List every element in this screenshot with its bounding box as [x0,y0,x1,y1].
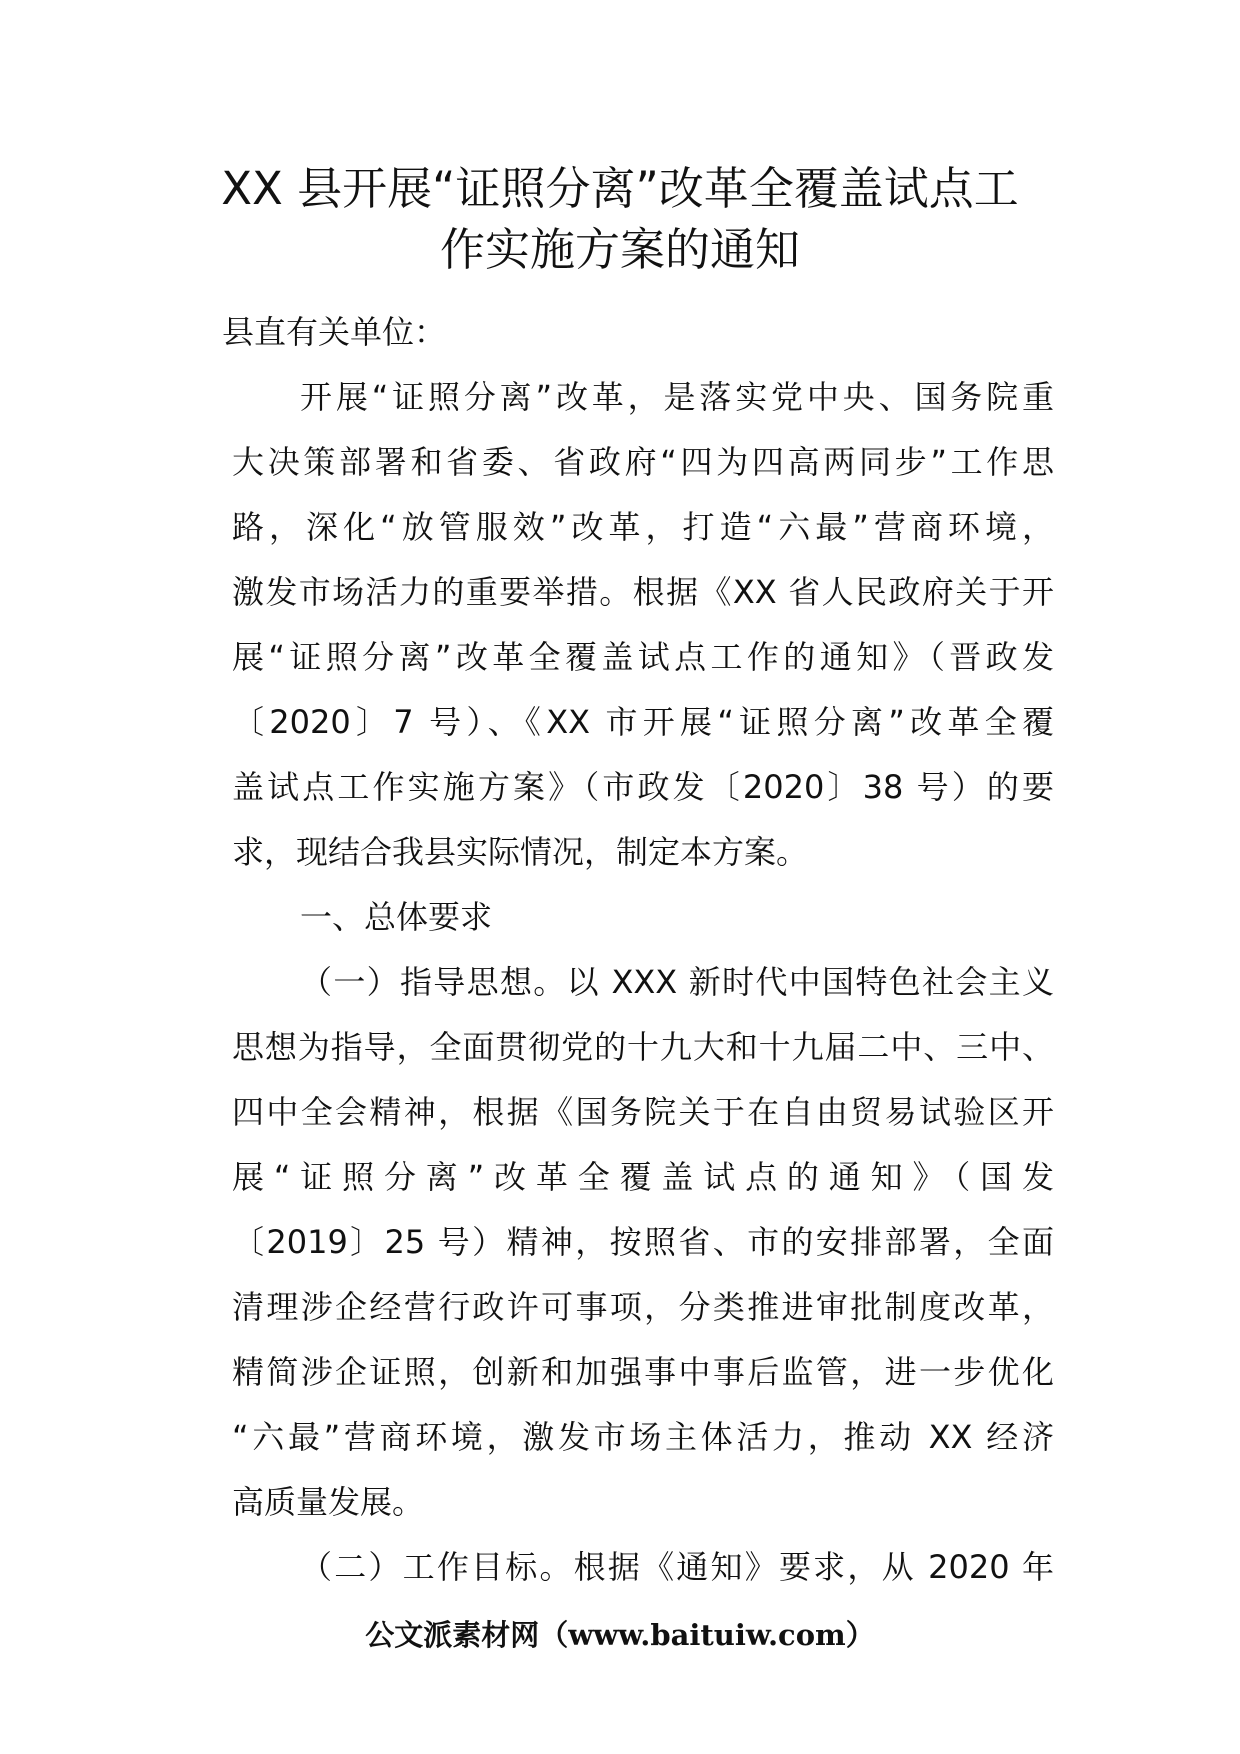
paragraph-line: 激发市场活力的重要举措。根据《XX 省人民政府关于开 [232,573,1054,611]
paragraph-line: 展“证照分离”改革全覆盖试点工作的通知》（晋政发 [232,638,1054,676]
footer-watermark-text: 公文派素材网（www.baituiw.com） [365,1618,875,1652]
paragraph-line: 〔2019〕25 号）精神，按照省、市的安排部署，全面 [232,1223,1054,1261]
salutation: 县直有关单位： [222,313,447,351]
paragraph-line: “六最”营商环境，激发市场主体活力，推动 XX 经济 [232,1418,1054,1456]
paragraph-line: 大决策部署和省委、省政府“四为四高两同步”工作思 [232,443,1054,481]
paragraph-line: 高质量发展。 [232,1483,425,1521]
title-line-2: 作实施方案的通知 [439,223,800,276]
paragraph-line: （二）工作目标。根据《通知》要求，从 2020 年 [300,1548,1054,1586]
paragraph-line: 展“证照分离”改革全覆盖试点的通知》（国发 [232,1158,1054,1196]
title-line-1: XX 县开展“证照分离”改革全覆盖试点工 [221,162,1019,215]
paragraph-line: 清理涉企经营行政许可事项，分类推进审批制度改革， [232,1288,1054,1326]
paragraph-line: 思想为指导，全面贯彻党的十九大和十九届二中、三中、 [232,1028,1054,1066]
document-body [222,300,1054,1600]
paragraph-line: 〔2020〕7 号）、《XX 市开展“证照分离”改革全覆 [232,703,1054,741]
paragraph-line: 精简涉企证照，创新和加强事中事后监管，进一步优化 [232,1353,1054,1391]
paragraph-line: 路，深化“放管服效”改革，打造“六最”营商环境， [232,508,1054,546]
document-title [150,158,1090,280]
section-heading: 一、总体要求 [300,898,493,936]
paragraph-line: 四中全会精神，根据《国务院关于在自由贸易试验区开 [232,1093,1054,1131]
paragraph-line: 开展“证照分离”改革，是落实党中央、国务院重 [300,378,1054,416]
paragraph-line: （一）指导思想。以 XXX 新时代中国特色社会主义 [300,963,1054,1001]
paragraph-line: 求，现结合我县实际情况，制定本方案。 [232,833,809,871]
paragraph-line: 盖试点工作实施方案》（市政发〔2020〕38 号）的要 [232,768,1054,806]
